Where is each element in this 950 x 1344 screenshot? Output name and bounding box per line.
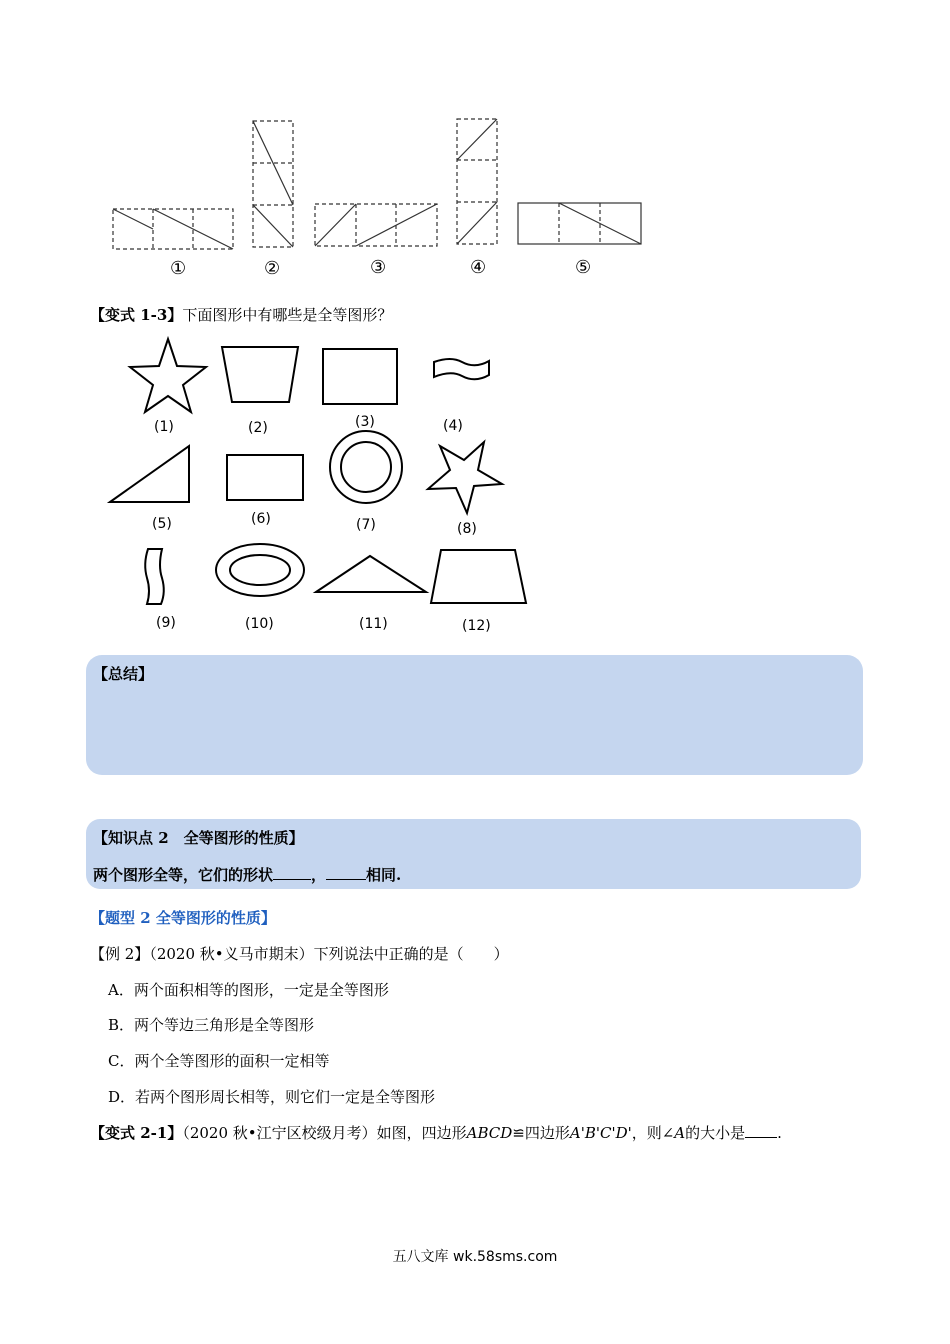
- variant-2-1-part1: （2020 秋•江宁区校级月考）如图，四边形: [182, 1124, 467, 1142]
- summary-box: [86, 655, 863, 775]
- shape-label-5: (5): [152, 516, 172, 532]
- figure-label-5: ⑤: [575, 257, 592, 278]
- knowledge-line-after: 相同.: [366, 866, 402, 884]
- shape-11-triangle: [316, 556, 426, 592]
- variant-2-1-angle: A: [674, 1124, 686, 1142]
- shape-label-2: (2): [248, 420, 268, 436]
- knowledge-line-before: 两个图形全等，它们的形状: [93, 866, 274, 884]
- shape-label-1: (1): [154, 419, 174, 435]
- example-2-option-b[interactable]: B．两个等边三角形是全等图形: [108, 1016, 315, 1034]
- blank-shape[interactable]: [273, 865, 311, 880]
- variant-2-1-quad1: ABCD: [466, 1124, 513, 1142]
- shape-label-10: (10): [245, 616, 274, 632]
- shape-9-wavy: [145, 549, 164, 604]
- variant-1-3-tag: 【变式 1-3】: [90, 306, 183, 324]
- shape-label-4: (4): [443, 418, 463, 434]
- shape-7-ring-inner: [341, 442, 391, 492]
- shape-label-8: (8): [457, 521, 477, 537]
- example-2-option-a[interactable]: A．两个面积相等的图形，一定是全等图形: [108, 981, 389, 999]
- blank-size[interactable]: [326, 865, 366, 880]
- shape-6-rectangle: [227, 455, 303, 500]
- shape-label-11: (11): [359, 616, 388, 632]
- shape-10-oval-inner: [230, 555, 290, 585]
- figure-label-2: ②: [264, 258, 281, 279]
- variant-2-1-congruent: ≌: [512, 1124, 525, 1142]
- knowledge-point-box: [86, 819, 861, 889]
- variant-2-1-part4: 的大小是: [685, 1124, 746, 1142]
- example-2-stem: （2020 秋•义马市期末）下列说法中正确的是（ ）: [149, 945, 509, 963]
- knowledge-comma: ，: [311, 866, 327, 884]
- variant-2-1-line: [90, 1123, 782, 1143]
- shapes-figure: [0, 0, 950, 660]
- shape-label-3: (3): [355, 414, 375, 430]
- example-2-option-d[interactable]: D．若两个图形周长相等，则它们一定是全等图形: [108, 1088, 436, 1106]
- variant-2-1-quad2: A'B'C'D': [569, 1124, 632, 1142]
- variant-2-1-tag: 【变式 2-1】: [90, 1124, 183, 1142]
- shape-1-star: [130, 339, 206, 412]
- shape-label-12: (12): [462, 618, 491, 634]
- summary-title: 【总结】: [93, 665, 154, 683]
- shape-label-9: (9): [156, 615, 176, 631]
- shape-12-trapezoid: [431, 550, 526, 603]
- figure-label-4: ④: [470, 257, 487, 278]
- shape-3-rectangle: [323, 349, 397, 404]
- question-type-2-title: 【题型 2 全等图形的性质】: [90, 909, 276, 927]
- example-2-stem-line: [90, 944, 509, 964]
- knowledge-point-title: 【知识点 2 全等图形的性质】: [93, 829, 304, 847]
- blank-angle-answer[interactable]: [745, 1123, 777, 1138]
- variant-2-1-part2: 四边形: [524, 1124, 570, 1142]
- shape-8-star: [428, 442, 502, 513]
- shape-2-trapezoid: [222, 347, 298, 402]
- shape-label-7: (7): [356, 517, 376, 533]
- variant-1-3-question: 下面图形中有哪些是全等图形？: [182, 306, 393, 324]
- shape-5-triangle: [110, 446, 189, 502]
- knowledge-point-line: [93, 865, 401, 885]
- figure-label-1: ①: [170, 258, 187, 279]
- variant-2-1-end: .: [777, 1124, 782, 1142]
- shape-label-6: (6): [251, 511, 271, 527]
- shape-4-wavy: [434, 359, 489, 379]
- figure-label-3: ③: [370, 257, 387, 278]
- example-2-option-c[interactable]: C．两个全等图形的面积一定相等: [108, 1052, 330, 1070]
- example-2-tag: 【例 2】: [90, 945, 150, 963]
- variant-2-1-part3: ，则∠: [631, 1124, 675, 1142]
- footer-watermark: 五八文库 wk.58sms.com: [392, 1249, 558, 1265]
